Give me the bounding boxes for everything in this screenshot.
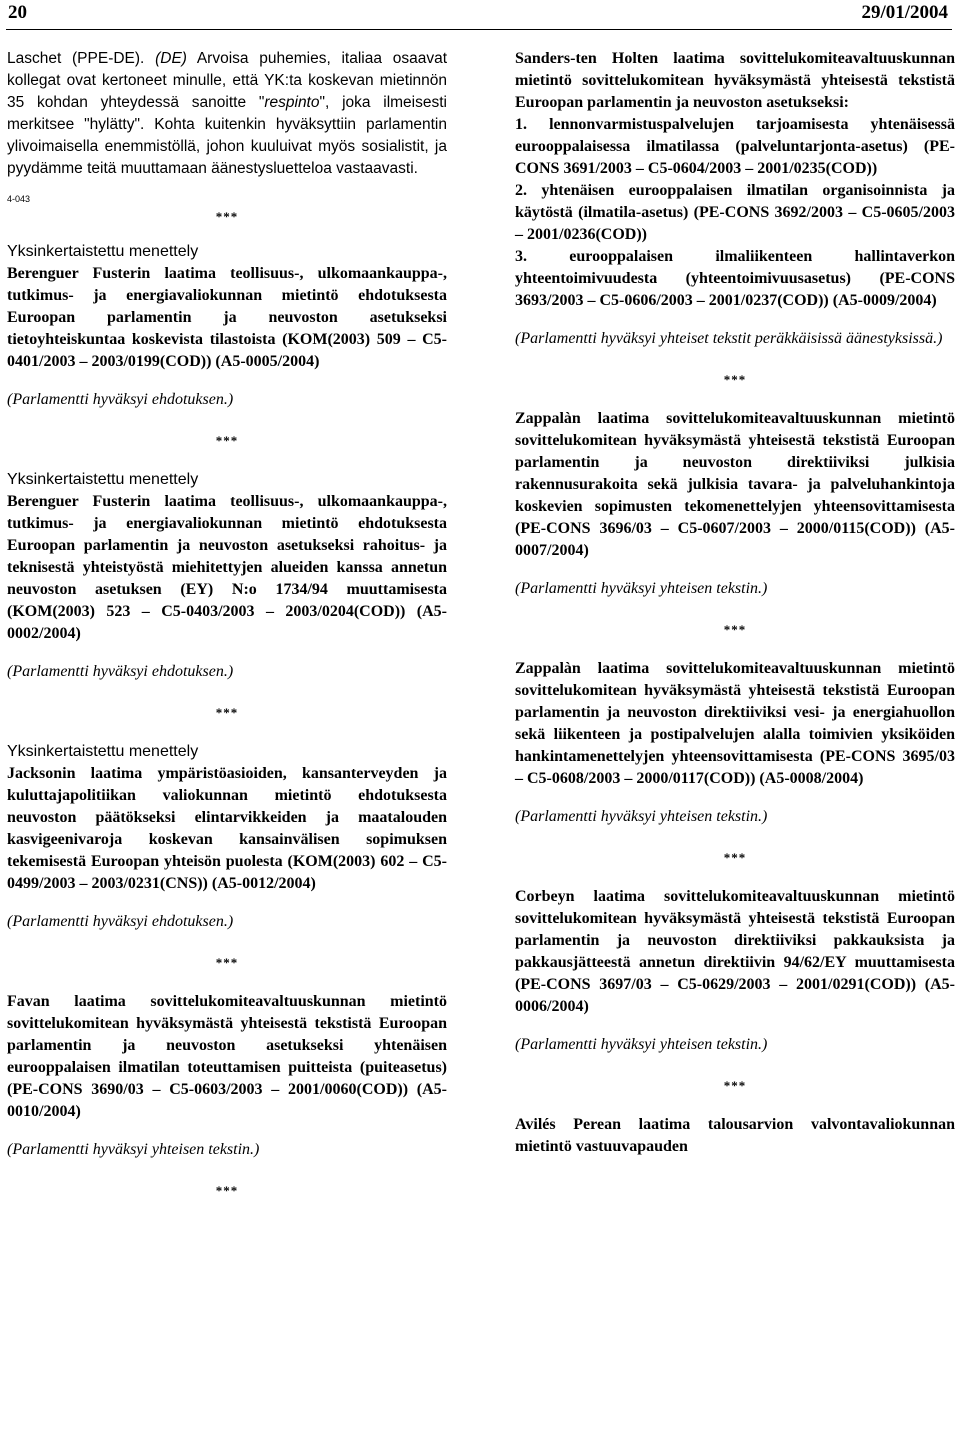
report-subitem: 3. eurooppalaisen ilmaliikenteen hallintaverkon yhteentoimivuudesta (yhteentoimivuusasetus) (PE-CONS 3693/2003 – C5-0606/2003 – 2001/0237(COD)) (A5-0009/2004) <box>515 248 955 309</box>
report-title: Avilés Perean laatima talousarvion valvontavaliokunnan mietintö vastuuvapauden <box>515 1116 955 1155</box>
report-title: Berenguer Fusterin laatima teollisuus-, ulkomaankauppa-, tutkimus- ja energiavaliokunnan mietintö ehdotuksesta Euroopan parlamentin ja neuvoston asetukseksi tietoyhteiskuntaa koskevista tilastoista (KOM(2003) 509 – C5-0401/2003 – 2003/0199(COD)) (A5-0005/2004) <box>7 265 447 370</box>
vote-result: (Parlamentti hyväksyi yhteiset tekstit peräkkäisissä äänestyksissä.) <box>515 330 943 347</box>
report-title: Zappalàn laatima sovittelukomiteavaltuuskunnan mietintö sovittelukomitean hyväksymästä yhteisestä tekstistä Euroopan parlamentin ja neuvoston direktiiviksi julkisia rakennusurakoita sekä julkisia tavara- ja palveluhankintoja koskevien sopimusten tekomenettelyjen yhteensovittamisesta (PE-CONS 3696/03 – C5-0607/2003 – 2000/0115(COD)) (A5-0007/2004) <box>515 410 955 559</box>
separator-stars: *** <box>215 705 239 720</box>
left-column <box>7 48 447 1199</box>
speech-code: 4-043 <box>7 194 31 204</box>
vote-result: (Parlamentti hyväksyi ehdotuksen.) <box>7 913 234 930</box>
separator-stars: *** <box>215 1183 239 1198</box>
report-title: Sanders-ten Holten laatima sovittelukomiteavaltuuskunnan mietintö sovittelukomitean hyväksymästä yhteisestä tekstistä Euroopan parlamentin ja neuvoston asetukseksi: <box>515 50 955 111</box>
separator-stars: *** <box>723 372 747 387</box>
page-date: 29/01/2004 <box>861 2 948 23</box>
report-title: Corbeyn laatima sovittelukomiteavaltuuskunnan mietintö sovittelukomitean hyväksymästä yhteisestä tekstistä Euroopan parlamentin ja neuvoston direktiiviksi pakkauksista ja pakkausjätteestä annetun direktiivin 94/62/EY muuttamisesta (PE-CONS 3697/03 – C5-0629/2003 – 2001/0291(COD)) (A5-0006/2004) <box>515 888 955 1015</box>
report-subitem: 2. yhtenäisen eurooppalaisen ilmatilan organisoinnista ja käytöstä (ilmatila-asetus) (PE-CONS 3692/2003 – C5-0605/2003 – 2001/0236(COD)) <box>515 182 955 243</box>
report-title: Zappalàn laatima sovittelukomiteavaltuuskunnan mietintö sovittelukomitean hyväksymästä yhteisestä tekstistä Euroopan parlamentin ja neuvoston direktiiviksi vesi- ja energiahuollon sekä liikenteen ja postipalvelujen alalla toimivien yksiköiden hankintamenettelyjen yhteensovittamisesta (PE-CONS 3695/03 – C5-0608/2003 – 2000/0117(COD)) (A5-0008/2004) <box>515 660 955 787</box>
language-tag: (DE) <box>155 50 187 67</box>
separator-stars: *** <box>215 955 239 970</box>
vote-result: (Parlamentti hyväksyi yhteisen tekstin.) <box>7 1141 260 1158</box>
report-subitem: 1. lennonvarmistuspalvelujen tarjoamisesta yhtenäisessä eurooppalaisessa ilmatilassa (palveluntarjonta-asetus) (PE-CONS 3691/2003 – C5-0604/2003 – 2001/0235(COD)) <box>515 116 955 177</box>
separator-stars: *** <box>723 622 747 637</box>
intro-paragraph: Laschet (PPE-DE). (DE) Arvoisa puhemies, italiaa osaavat kollegat ovat kertoneet minulle, että YK:ta koskevan mietinnön 35 kohdan yhteydessä sanoitte "respinto", joka ilmeisesti merkitsee "hylätty". Kohta kuitenkin hyväksyttiin parlamentin ylivoimaisella enemmistöllä, johon kuuluivat myös sosialistit, ja pyydämme teitä muuttamaan äänestysluetteloa vastaavasti. <box>7 50 447 177</box>
header-rule <box>6 29 952 30</box>
report-title: Jacksonin laatima ympäristöasioiden, kansanterveyden ja kuluttajapolitiikan valiokunnan mietintö ehdotuksesta neuvoston päätökseksi elintarvikkeiden ja maatalouden kasvigeenivaroja koskevan kansainvälisen sopimuksen tekemisestä Euroopan yhteisön puolesta (KOM(2003) 602 – C5-0499/2003 – 2003/0231(CNS)) (A5-0012/2004) <box>7 765 447 892</box>
report-title: Berenguer Fusterin laatima teollisuus-, ulkomaankauppa-, tutkimus- ja energiavaliokunnan mietintö ehdotuksesta Euroopan parlamentin ja neuvoston asetukseksi rahoitus- ja teknisestä yhteistyöstä miehitettyjen alueiden kanssa annetun neuvoston asetuksen (EY) N:o 1734/94 muuttamisesta (KOM(2003) 523 – C5-0403/2003 – 2003/0204(COD)) (A5-0002/2004) <box>7 493 447 642</box>
separator-stars: *** <box>215 433 239 448</box>
vote-result: (Parlamentti hyväksyi yhteisen tekstin.) <box>515 1036 768 1053</box>
separator-stars: *** <box>723 1078 747 1093</box>
vote-result: (Parlamentti hyväksyi yhteisen tekstin.) <box>515 580 768 597</box>
report-title: Favan laatima sovittelukomiteavaltuuskunnan mietintö sovittelukomitean hyväksymästä yhteisestä tekstistä Euroopan parlamentin ja neuvoston asetukseksi yhtenäisen eurooppalaisen ilmatilan toteuttamisen puitteista (puiteasetus) (PE-CONS 3690/03 – C5-0603/2003 – 2001/0060(COD)) (A5-0010/2004) <box>7 993 447 1120</box>
separator-stars: *** <box>215 209 239 224</box>
right-column <box>515 48 955 1158</box>
vote-result: (Parlamentti hyväksyi ehdotuksen.) <box>7 663 234 680</box>
vote-result: (Parlamentti hyväksyi yhteisen tekstin.) <box>515 808 768 825</box>
separator-stars: *** <box>723 850 747 865</box>
procedure-label: Yksinkertaistettu menettely <box>7 743 199 760</box>
procedure-label: Yksinkertaistettu menettely <box>7 243 199 260</box>
speaker-name: Laschet (PPE-DE). <box>7 50 145 67</box>
vote-result: (Parlamentti hyväksyi ehdotuksen.) <box>7 391 234 408</box>
procedure-label: Yksinkertaistettu menettely <box>7 471 199 488</box>
page-number: 20 <box>8 2 27 23</box>
